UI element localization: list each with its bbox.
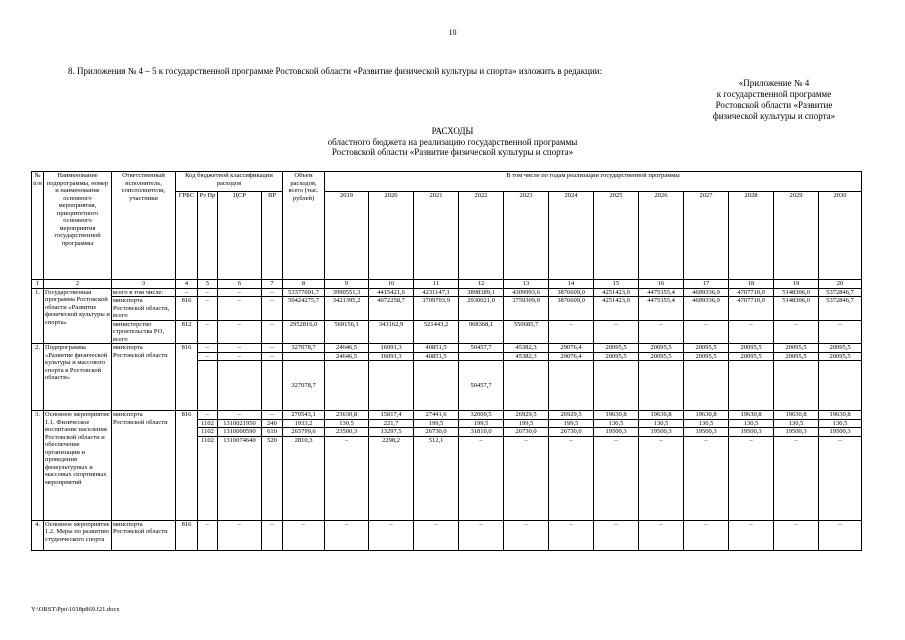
cell-total: 53377091,7	[283, 288, 325, 297]
cell-year: 130,5	[684, 419, 729, 428]
cell-year: 343162,9	[369, 320, 414, 344]
cell-year: –	[549, 520, 594, 550]
cell-year: –	[594, 520, 639, 550]
cell-year: 31810,0	[459, 428, 504, 437]
cell-year: 23500,3	[325, 428, 369, 437]
cell-year: 5372846,7	[819, 297, 862, 321]
cell-year: 24646,5	[325, 344, 369, 353]
cell-year: 512,1	[414, 436, 459, 520]
cell-csr: –	[218, 411, 262, 420]
header-name: Наименование подпрограммы, номер и наименование основного мероприятия, приоритетного основного мероприятия государственной программы	[44, 172, 112, 280]
cell-year: 20095,5	[729, 344, 774, 353]
cell-year: 569156,1	[325, 320, 369, 344]
cell-year: –	[594, 436, 639, 520]
cell-year: 4309993,6	[504, 288, 549, 297]
table-row	[32, 288, 862, 297]
column-number: 7	[262, 280, 283, 289]
cell-grbs: 816	[176, 411, 198, 521]
cell-vr: –	[262, 352, 283, 361]
cell-year: 13297,5	[369, 428, 414, 437]
cell-year: 130,5	[325, 419, 369, 428]
cell-year: 20095,5	[594, 344, 639, 353]
cell-rzpr: 1102	[198, 436, 218, 520]
row-num: 3.	[32, 411, 44, 521]
header-year: 2029	[774, 192, 819, 280]
table-row	[32, 344, 862, 353]
header-year: 2021	[414, 192, 459, 280]
cell-csr: 1310074640	[218, 436, 262, 520]
cell-vr: 610	[262, 428, 283, 437]
column-number-row	[32, 280, 862, 289]
column-number: 10	[369, 280, 414, 289]
cell-year: 19630,8	[774, 411, 819, 420]
cell-year: 45382,3	[504, 352, 549, 361]
row-executor: минспорта Ростовской области	[112, 411, 176, 521]
header-grbs: ГРБС	[176, 192, 198, 280]
cell-year: 4072258,7	[369, 297, 414, 321]
column-number: 5	[198, 280, 218, 289]
header-rzpr: Рз Пр	[198, 192, 218, 280]
cell-year: 4415421,6	[369, 288, 414, 297]
cell-year: –	[549, 320, 594, 344]
cell-year: –	[819, 436, 862, 520]
cell-year: 20095,5	[684, 352, 729, 361]
cell-total: 265799,6	[283, 428, 325, 437]
cell-year: –	[504, 520, 549, 550]
column-number: 19	[774, 280, 819, 289]
cell-total: 2810,3	[283, 436, 325, 520]
cell-year: 5148306,0	[774, 288, 819, 297]
cell-year: 19630,8	[729, 411, 774, 420]
cell-year: 19630,8	[684, 411, 729, 420]
cell-rzpr: –	[198, 297, 218, 321]
cell-csr: –	[218, 297, 262, 321]
header-csr: ЦСР	[218, 192, 262, 280]
cell-year: 199,5	[459, 419, 504, 428]
cell-year: –	[684, 520, 729, 550]
cell-year: 3709703,9	[414, 297, 459, 321]
heading-title: РАСХОДЫ	[431, 126, 474, 136]
column-number: 1	[32, 280, 44, 289]
cell-year: 20095,5	[639, 344, 684, 353]
cell-total: 50424275,7	[283, 297, 325, 321]
cell-total: 1933,2	[283, 419, 325, 428]
cell-year: 3421395,2	[325, 297, 369, 321]
table-row	[32, 411, 862, 420]
cell-rzpr	[198, 361, 218, 411]
row-executor: минспорта Ростовской области	[112, 520, 176, 550]
cell-year: –	[639, 436, 684, 520]
file-path-footer: Y:\ORST\Ppo\1018p869.f21.docx	[31, 606, 120, 613]
cell-year: 199,5	[504, 419, 549, 428]
cell-year: 20095,5	[819, 344, 862, 353]
cell-year: 4251423,0	[594, 288, 639, 297]
cell-year: 26730,0	[414, 428, 459, 437]
cell-year: 4475355,4	[639, 288, 684, 297]
intro-text: 8. Приложения № 4 – 5 к государственной программе Ростовской области «Развитие физической культуры и спорта» изложить в редакции:	[68, 66, 603, 76]
cell-year: 19500,3	[819, 428, 862, 437]
cell-total: 270543,1	[283, 411, 325, 420]
column-number: 16	[639, 280, 684, 289]
cell-year: 16091,3	[369, 352, 414, 361]
cell-year: 199,5	[414, 419, 459, 428]
column-number: 20	[819, 280, 862, 289]
cell-year: 19500,3	[639, 428, 684, 437]
header-code-group: Код бюджетной классификации расходов	[176, 172, 283, 192]
cell-year: 29076,4	[549, 352, 594, 361]
cell-year: –	[729, 520, 774, 550]
cell-year: –	[639, 520, 684, 550]
cell-year: 19500,3	[684, 428, 729, 437]
cell-year	[819, 361, 862, 411]
cell-year: 521443,2	[414, 320, 459, 344]
cell-year: 20095,5	[774, 352, 819, 361]
cell-year: 40851,5	[414, 344, 459, 353]
cell-year: 32009,5	[459, 411, 504, 420]
cell-year: 3876609,0	[549, 288, 594, 297]
cell-rzpr: –	[198, 344, 218, 353]
cell-year: 3759309,9	[504, 297, 549, 321]
row-name: Основное мероприятие 1.2. Меры по развитию студенческого спорта	[44, 520, 112, 550]
cell-year: 26929,5	[549, 411, 594, 420]
column-number: 17	[684, 280, 729, 289]
header-num: № п/н	[32, 172, 44, 280]
cell-year: –	[594, 320, 639, 344]
cell-year: –	[774, 520, 819, 550]
cell-year: 20095,5	[819, 352, 862, 361]
cell-rzpr: –	[198, 352, 218, 361]
cell-year: 19500,3	[774, 428, 819, 437]
cell-year: 5372846,7	[819, 288, 862, 297]
cell-year: 4699336,9	[684, 288, 729, 297]
column-number: 9	[325, 280, 369, 289]
cell-year: 4707710,0	[729, 297, 774, 321]
cell-grbs: 812	[176, 320, 198, 344]
header-year: 2028	[729, 192, 774, 280]
header-year: 2024	[549, 192, 594, 280]
cell-year	[684, 361, 729, 411]
row-num: 2.	[32, 344, 44, 411]
header-year: 2020	[369, 192, 414, 280]
row-executor: минспорта Ростовской области, всего	[112, 297, 176, 321]
cell-csr: –	[218, 344, 262, 353]
cell-csr: –	[218, 320, 262, 344]
cell-year: 19630,8	[594, 411, 639, 420]
cell-year	[325, 361, 369, 411]
cell-year: 5148306,0	[774, 297, 819, 321]
cell-year: 221,7	[369, 419, 414, 428]
cell-year: 4699336,9	[684, 297, 729, 321]
column-number: 4	[176, 280, 198, 289]
cell-year: 3990551,3	[325, 288, 369, 297]
cell-total: –	[283, 520, 325, 550]
column-number: 3	[112, 280, 176, 289]
cell-year: 19500,3	[729, 428, 774, 437]
cell-year: –	[504, 436, 549, 520]
cell-year: –	[325, 436, 369, 520]
cell-year: –	[459, 436, 504, 520]
cell-year	[639, 361, 684, 411]
cell-rzpr: 1102	[198, 428, 218, 437]
annex-line: к государственной программе	[716, 89, 832, 99]
cell-year: –	[639, 320, 684, 344]
cell-year: 20095,5	[594, 352, 639, 361]
header-executor: Ответственный исполнитель, соисполнители, участники	[112, 172, 176, 280]
cell-year: 4231147,1	[414, 288, 459, 297]
cell-year: 968368,1	[459, 320, 504, 344]
header-vr: ВР	[262, 192, 283, 280]
cell-year: 130,5	[819, 419, 862, 428]
row-executor: министерство строительства РО, всего	[112, 320, 176, 344]
cell-total	[283, 352, 325, 361]
cell-grbs: –	[176, 288, 198, 297]
cell-rzpr: –	[198, 320, 218, 344]
cell-year: 29076,4	[549, 344, 594, 353]
cell-year: 19500,3	[594, 428, 639, 437]
cell-vr: –	[262, 288, 283, 297]
cell-year: 50457,7	[459, 361, 504, 411]
annex-header	[699, 78, 849, 122]
cell-year	[594, 361, 639, 411]
cell-total: 2952816,0	[283, 320, 325, 344]
cell-year	[729, 361, 774, 411]
column-number: 14	[549, 280, 594, 289]
cell-vr: –	[262, 520, 283, 550]
row-name: Государственная программа Ростовской области «Развитие физической культуры и спорта»	[44, 288, 112, 344]
cell-year: 20095,5	[684, 344, 729, 353]
expenses-table	[31, 171, 862, 551]
cell-year: –	[684, 436, 729, 520]
heading-line: Ростовской области «Развитие физической культуры и спорта»	[331, 147, 574, 157]
cell-year: 4707710,0	[729, 288, 774, 297]
cell-year: 130,5	[639, 419, 684, 428]
row-executor: минспорта Ростовской области	[112, 344, 176, 411]
cell-csr	[218, 361, 262, 411]
table-row	[32, 297, 862, 321]
cell-rzpr: –	[198, 520, 218, 550]
cell-year	[774, 361, 819, 411]
cell-year: 26730,0	[549, 428, 594, 437]
cell-rzpr: 1102	[198, 419, 218, 428]
table-row	[32, 520, 862, 550]
cell-year: –	[684, 320, 729, 344]
header-year: 2022	[459, 192, 504, 280]
cell-year: –	[729, 320, 774, 344]
cell-year	[504, 361, 549, 411]
cell-year	[549, 361, 594, 411]
column-number: 6	[218, 280, 262, 289]
cell-year: –	[325, 520, 369, 550]
cell-year: –	[369, 520, 414, 550]
cell-total: 327078,7	[283, 344, 325, 353]
header-year: 2027	[684, 192, 729, 280]
cell-vr: 520	[262, 436, 283, 520]
cell-csr: –	[218, 520, 262, 550]
cell-year: 130,5	[594, 419, 639, 428]
column-number: 2	[44, 280, 112, 289]
cell-year: –	[459, 520, 504, 550]
cell-year: 24646,5	[325, 352, 369, 361]
header-years-group: В том числе по годам реализации государственной программы	[325, 172, 862, 192]
cell-year: 19630,8	[819, 411, 862, 420]
cell-year: 16091,3	[369, 344, 414, 353]
cell-year: –	[414, 520, 459, 550]
cell-year: 27441,6	[414, 411, 459, 420]
header-year: 2025	[594, 192, 639, 280]
column-number: 13	[504, 280, 549, 289]
cell-grbs: 816	[176, 297, 198, 321]
cell-year: 40851,5	[414, 352, 459, 361]
annex-line: «Приложение № 4	[738, 78, 810, 88]
cell-year: 3876609,0	[549, 297, 594, 321]
cell-year: –	[729, 436, 774, 520]
row-name: Подпрограмма «Развитие физической культуры и массового спорта в Ростовской области»	[44, 344, 112, 411]
cell-grbs: 816	[176, 344, 198, 411]
row-num: 1.	[32, 288, 44, 344]
cell-vr: –	[262, 297, 283, 321]
cell-rzpr: –	[198, 411, 218, 420]
cell-year: 3898389,1	[459, 288, 504, 297]
cell-csr: 1310021950	[218, 419, 262, 428]
cell-year: 26929,5	[504, 411, 549, 420]
cell-year: –	[819, 520, 862, 550]
cell-year: 2930021,0	[459, 297, 504, 321]
cell-vr: –	[262, 411, 283, 420]
page-number: 10	[448, 28, 457, 37]
cell-year: –	[774, 436, 819, 520]
cell-year: 45382,3	[504, 344, 549, 353]
cell-year: 26730,0	[504, 428, 549, 437]
cell-year: –	[819, 320, 862, 344]
cell-total: 327078,7	[283, 361, 325, 411]
cell-year: 19630,8	[639, 411, 684, 420]
row-name: Основное мероприятие 1.1. Физическое воспитание населения Ростовской области и обеспечение организации и проведения физкультурных и массовых спортивных мероприятий	[44, 411, 112, 521]
header-year: 2026	[639, 192, 684, 280]
cell-vr	[262, 361, 283, 411]
cell-year: –	[774, 320, 819, 344]
cell-year: 4475355,4	[639, 297, 684, 321]
cell-year: 23630,8	[325, 411, 369, 420]
cell-vr: –	[262, 320, 283, 344]
cell-year: 199,5	[549, 419, 594, 428]
header-year: 2019	[325, 192, 369, 280]
cell-year: 130,5	[774, 419, 819, 428]
cell-year	[459, 352, 504, 361]
column-number: 11	[414, 280, 459, 289]
cell-year: 2298,2	[369, 436, 414, 520]
heading-line: областного бюджета на реализацию государственной программы	[327, 136, 578, 147]
cell-year: 20095,5	[729, 352, 774, 361]
table-row	[32, 320, 862, 344]
document-heading	[0, 126, 905, 158]
cell-year: 130,5	[729, 419, 774, 428]
cell-grbs: 816	[176, 520, 198, 550]
cell-rzpr: –	[198, 288, 218, 297]
annex-line: Ростовской области «Развитие	[715, 100, 833, 110]
cell-year: 4251423,0	[594, 297, 639, 321]
cell-year: 20095,5	[774, 344, 819, 353]
cell-csr: –	[218, 352, 262, 361]
header-volume: Объем расходов, всего (тыс. рублей)	[283, 172, 325, 280]
annex-line: физической культуры и спорта»	[712, 111, 836, 121]
cell-vr: 240	[262, 419, 283, 428]
header-year: 2023	[504, 192, 549, 280]
cell-year: –	[549, 436, 594, 520]
cell-csr: 1310000590	[218, 428, 262, 437]
column-number: 18	[729, 280, 774, 289]
cell-year	[414, 361, 459, 411]
cell-vr: –	[262, 344, 283, 353]
header-year: 2030	[819, 192, 862, 280]
cell-year: 50457,7	[459, 344, 504, 353]
cell-year: 20095,5	[639, 352, 684, 361]
column-number: 12	[459, 280, 504, 289]
row-num: 4.	[32, 520, 44, 550]
column-number: 8	[283, 280, 325, 289]
cell-year: 550685,7	[504, 320, 549, 344]
column-number: 15	[594, 280, 639, 289]
cell-csr: –	[218, 288, 262, 297]
cell-year	[369, 361, 414, 411]
cell-year: 15817,4	[369, 411, 414, 420]
row-executor: всего в том числе:	[112, 288, 176, 297]
